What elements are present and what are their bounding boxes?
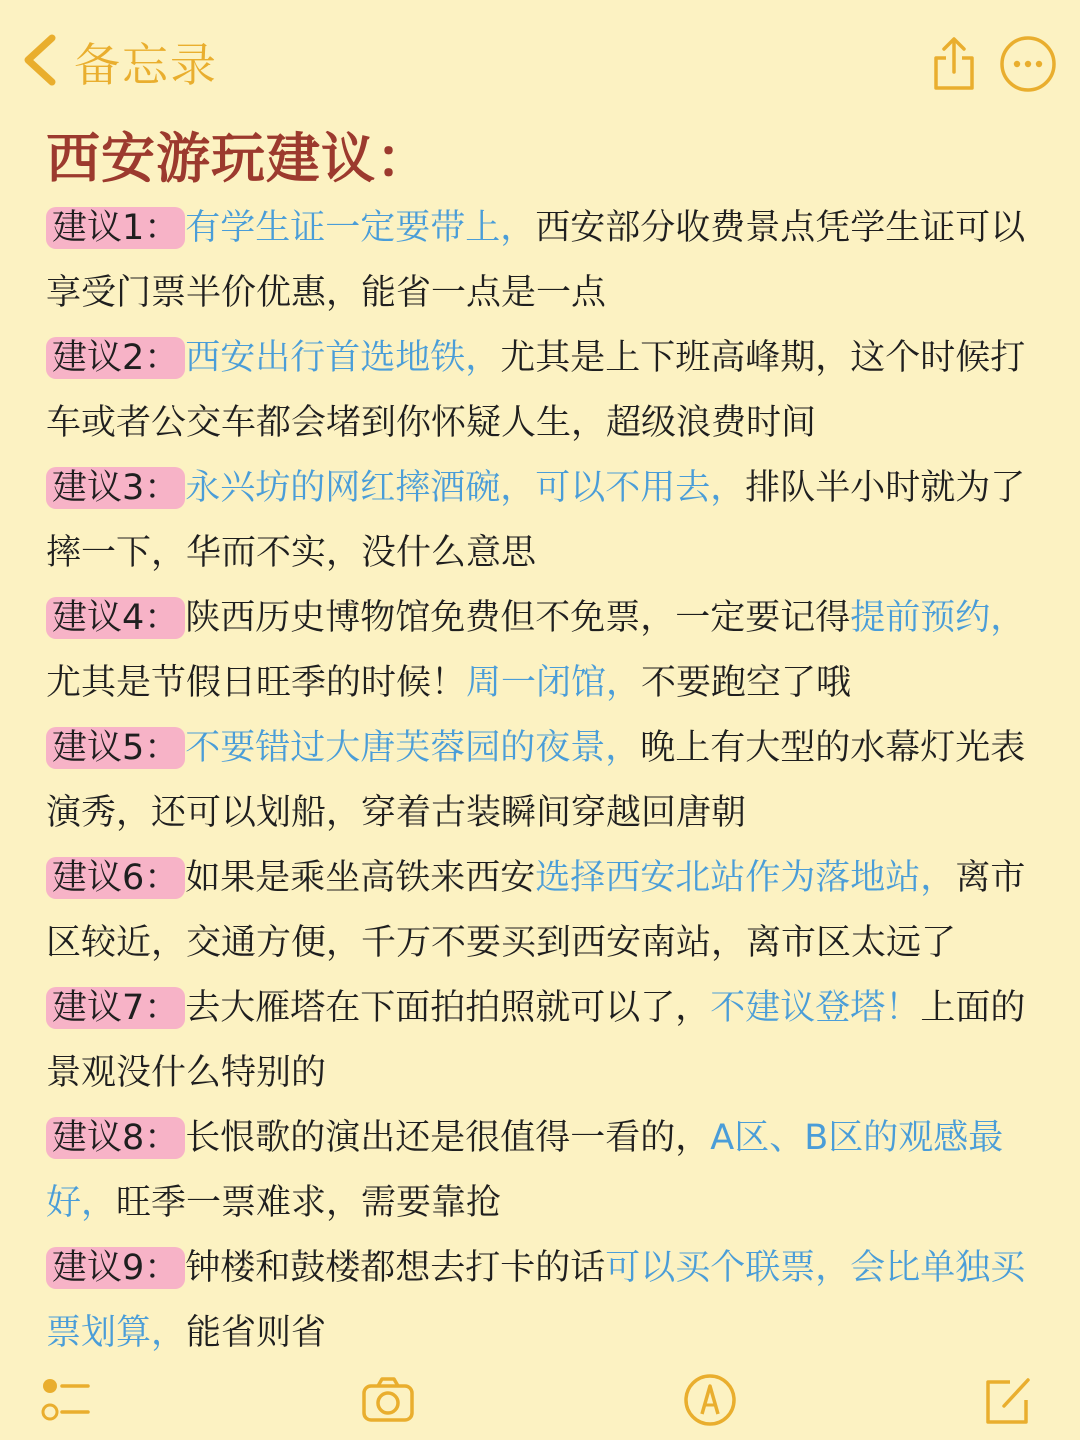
- tip-highlight-text: 选择西安北站作为落地站，: [535, 858, 956, 898]
- tip-tag: 建议6：: [46, 857, 185, 899]
- tip-item: [46, 976, 1046, 1106]
- tip-tag: 建议7：: [46, 987, 185, 1029]
- tip-text: 陕西历史博物馆免费但不免票，一定要记得: [185, 598, 851, 638]
- tip-highlight-text: 永兴坊的网红摔酒碗，可以不用去，: [185, 468, 746, 508]
- tip-tag: 建议3：: [46, 467, 185, 509]
- tip-highlight-text: 周一闭馆，: [466, 663, 642, 703]
- tip-item: [46, 196, 1046, 326]
- note-body[interactable]: [46, 196, 1046, 1366]
- checklist-icon: [38, 1413, 94, 1432]
- chevron-left-icon: [20, 32, 60, 92]
- tip-highlight-text: 不建议登塔！: [710, 988, 921, 1028]
- camera-button[interactable]: [360, 1372, 416, 1428]
- bottom-toolbar: [0, 1366, 1080, 1430]
- tip-highlight-text: 西安出行首选地铁，: [185, 338, 501, 378]
- tip-highlight-text: 有学生证一定要带上，: [185, 208, 536, 248]
- share-icon: [924, 79, 984, 98]
- tip-item: [46, 716, 1046, 846]
- share-button[interactable]: [924, 34, 984, 94]
- tip-text: 离市区较近，交通方便，千万不要买到西安南站，离市区太远了: [46, 858, 1026, 963]
- tip-tag: 建议1：: [46, 207, 185, 249]
- tip-text: 能省则省: [186, 1313, 327, 1353]
- tip-tag: 建议2：: [46, 337, 185, 379]
- tip-tag: 建议9：: [46, 1247, 185, 1289]
- tip-item: [46, 456, 1046, 586]
- tip-text: 不要跑空了哦: [641, 663, 852, 703]
- note-title: 西安游玩建议：: [46, 127, 431, 190]
- tip-text: 上面的景观没什么特别的: [46, 988, 1026, 1093]
- tip-tag: 建议4：: [46, 597, 185, 639]
- tip-highlight-text: A区、B区的观感最好，: [46, 1118, 1004, 1223]
- back-button[interactable]: [20, 30, 218, 94]
- tip-text: 晚上有大型的水幕灯光表演秀，还可以划船，穿着古装瞬间穿越回唐朝: [46, 728, 1026, 833]
- tip-highlight-text: 不要错过大唐芙蓉园的夜景，: [185, 728, 641, 768]
- tip-tag: 建议8：: [46, 1117, 185, 1159]
- tip-text: 钟楼和鼓楼都想去打卡的话: [185, 1248, 606, 1288]
- tip-highlight-text: 可以买个联票，会比单独买票划算，: [46, 1248, 1026, 1353]
- compose-icon: [980, 1413, 1036, 1432]
- tip-text: 旺季一票难求，需要靠抢: [116, 1183, 502, 1223]
- tip-item: [46, 1106, 1046, 1236]
- back-label: 备忘录: [74, 38, 218, 92]
- markup-pen-icon: [682, 1413, 738, 1432]
- markup-button[interactable]: [682, 1372, 738, 1428]
- more-button[interactable]: [998, 34, 1058, 94]
- tip-text: 去大雁塔在下面拍拍照就可以了，: [185, 988, 711, 1028]
- tip-item: [46, 1236, 1046, 1366]
- tip-text: 尤其是节假日旺季的时候！: [46, 663, 467, 703]
- more-icon: [998, 79, 1058, 98]
- camera-icon: [360, 1413, 416, 1432]
- tip-item: [46, 326, 1046, 456]
- checklist-button[interactable]: [38, 1372, 94, 1428]
- tip-item: [46, 586, 1046, 716]
- tip-text: 尤其是上下班高峰期，这个时候打车或者公交车都会堵到你怀疑人生，超级浪费时间: [46, 338, 1026, 443]
- tip-tag: 建议5：: [46, 727, 185, 769]
- tip-text: 西安部分收费景点凭学生证可以享受门票半价优惠，能省一点是一点: [46, 208, 1026, 313]
- compose-button[interactable]: [980, 1372, 1036, 1428]
- tip-text: 排队半小时就为了摔一下，华而不实，没什么意思: [46, 468, 1026, 573]
- tip-text: 如果是乘坐高铁来西安: [185, 858, 536, 898]
- tip-text: 长恨歌的演出还是很值得一看的，: [185, 1118, 711, 1158]
- tip-item: [46, 846, 1046, 976]
- tip-highlight-text: 提前预约，: [850, 598, 1026, 638]
- top-bar: [0, 0, 1080, 120]
